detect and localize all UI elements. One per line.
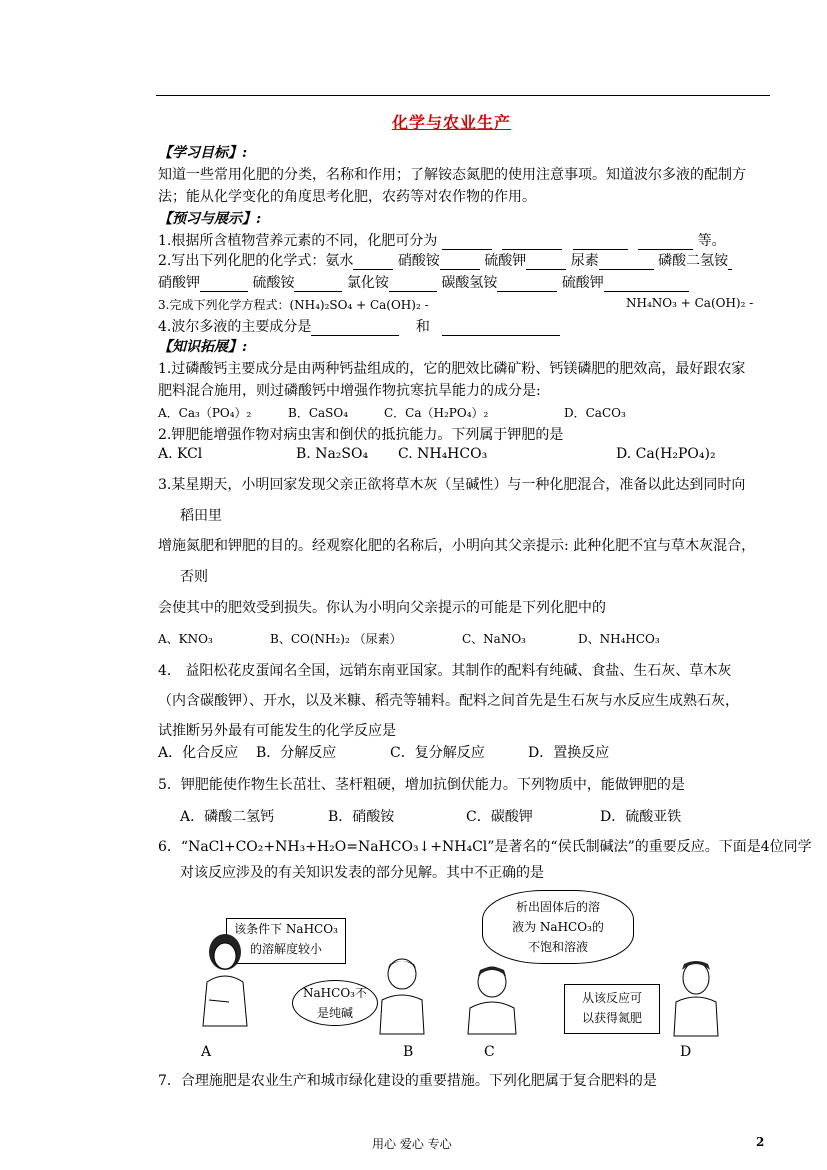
q6-line2: 对该反应涉及的有关知识发表的部分见解。其中不正确的是 xyxy=(180,865,544,881)
page-number: 2 xyxy=(756,1135,765,1149)
fertilizer-name: 硫酸钾 xyxy=(561,275,604,291)
bubble-d-line2: 以获得氮肥 xyxy=(581,1011,642,1025)
q5-option-d[interactable]: D．硫酸亚铁 xyxy=(600,809,682,825)
q1-option-c[interactable]: C．Ca（H₂PO₄）₂ xyxy=(384,406,489,420)
q5-option-a[interactable]: A．磷酸二氢钙 xyxy=(180,809,275,825)
fertilizer-name: 氯化铵 xyxy=(346,275,389,291)
q1-line2: 肥料混合施用，则过磷酸钙中增强作物抗寒抗旱能力的成分是: xyxy=(158,383,541,399)
footer-motto: 用心 爱心 专心 xyxy=(372,1137,452,1151)
bubble-b-line1: NaHCO₃不 xyxy=(303,986,367,1000)
speech-bubble-c xyxy=(482,890,634,964)
q3-option-a[interactable]: A、KNO₃ xyxy=(158,632,213,646)
preview-q4 xyxy=(158,316,560,336)
preview-q3-eq2: NH₄NO₃ + Ca(OH)₂ - xyxy=(626,296,754,310)
preview-q1 xyxy=(158,230,726,250)
q1-option-d[interactable]: D．CaCO₃ xyxy=(564,406,626,420)
fertilizer-name: 硝酸钾 xyxy=(158,275,200,291)
q3-line3: 增施氮肥和钾肥的目的。经观察化肥的名称后，小明向其父亲提示: 此种化肥不宜与草木灰混合， xyxy=(158,538,756,554)
q3-option-c[interactable]: C、NaNO₃ xyxy=(462,632,526,646)
answer-blank[interactable] xyxy=(573,235,628,250)
student-d-figure xyxy=(668,958,724,1038)
q2-option-b[interactable]: B. Na₂SO₄ xyxy=(296,446,369,462)
fertilizer-name: 碳酸氢铵 xyxy=(441,275,498,291)
answer-blank[interactable] xyxy=(728,255,732,270)
bubble-a-line2: 的溶解度较小 xyxy=(249,942,322,956)
figure-label-b: B xyxy=(403,1044,414,1060)
answer-blank[interactable] xyxy=(526,255,566,270)
bubble-a-line1: 该条件下 NaHCO₃ xyxy=(234,922,338,936)
q3-line5: 会使其中的肥效受到损失。你认为小明向父亲提示的可能是下列化肥中的 xyxy=(158,600,606,616)
answer-blank[interactable] xyxy=(442,321,560,336)
q4-line2: （内含碳酸钾）、开水，以及米糠、稻壳等辅料。配料之间首先是生石灰与水反应生成熟石灰， xyxy=(158,693,739,709)
answer-blank[interactable] xyxy=(353,255,393,270)
figure-label-a: A xyxy=(201,1044,212,1060)
preview-q4-text: 4.波尔多液的主要成分是 xyxy=(158,319,312,335)
q2-option-a[interactable]: A. KCl xyxy=(158,446,203,462)
q4-line1: 4． 益阳松花皮蛋闻名全国，远销东南亚国家。其制作的配料有纯碱、食盐、生石灰、草木灰 xyxy=(158,663,732,679)
answer-blank[interactable] xyxy=(389,277,437,292)
answer-blank[interactable] xyxy=(440,255,480,270)
preview-q2-line1 xyxy=(158,250,732,270)
answer-blank[interactable] xyxy=(294,277,342,292)
fertilizer-name: 硫酸铵 xyxy=(252,275,295,291)
preview-q4-and: 和 xyxy=(415,319,430,335)
q4-option-a[interactable]: A．化合反应 xyxy=(158,745,239,761)
q2-option-c[interactable]: C. NH₄HCO₃ xyxy=(398,446,488,462)
bubble-d-line1: 从该反应可 xyxy=(581,991,642,1005)
goal-line-1: 知道一些常用化肥的分类，名称和作用；了解铵态氮肥的使用注意事项。知道波尔多液的配制方 xyxy=(158,167,746,183)
figure-label-c: C xyxy=(484,1044,495,1060)
answer-blank[interactable] xyxy=(497,277,557,292)
q3-line1: 3.某星期天，小明回家发现父亲正欲将草木灰（呈碱性）与一种化肥混合，准备以此达到同时向 xyxy=(158,477,746,493)
bubble-c-line2: 液为 NaHCO₃的 xyxy=(512,920,604,934)
fertilizer-name: 尿素 xyxy=(570,253,599,269)
q5-text: 5．钾肥能使作物生长茁壮、茎杆粗硬，增加抗倒伏能力。下列物质中，能做钾肥的是 xyxy=(158,777,685,793)
bubble-c-line1: 析出固体后的溶 xyxy=(515,900,600,914)
q3-line2: 稻田里 xyxy=(180,508,222,524)
q3-option-d[interactable]: D、NH₄HCO₃ xyxy=(578,632,660,646)
q2-text: 2.钾肥能增强作物对病虫害和倒伏的抵抗能力。下列属于钾肥的是 xyxy=(158,427,564,443)
q4-option-d[interactable]: D．置换反应 xyxy=(528,745,610,761)
q4-option-b[interactable]: B．分解反应 xyxy=(256,745,337,761)
q3-option-b[interactable]: B、CO(NH₂)₂ （尿素） xyxy=(270,632,402,646)
q6-line1: 6．“NaCl+CO₂+NH₃+H₂O=NaHCO₃↓+NH₄Cl”是著名的“侯氏制碱法”的重要反应。下面是4位同学 xyxy=(158,839,812,855)
fertilizer-name: 硝酸铵 xyxy=(397,253,440,269)
q7-text: 7．合理施肥是农业生产和城市绿化建设的重要措施。下列化肥属于复合肥料的是 xyxy=(158,1073,657,1089)
q5-option-c[interactable]: C．碳酸钾 xyxy=(466,809,533,825)
fertilizer-name: 磷酸二氢铵 xyxy=(658,253,729,269)
goal-header: 【学习目标】: xyxy=(158,145,248,161)
fertilizer-name: 2.写出下列化肥的化学式：氨水 xyxy=(158,253,354,269)
student-a-figure xyxy=(195,930,255,1030)
speech-bubble-d xyxy=(564,984,660,1034)
answer-blank[interactable] xyxy=(599,255,654,270)
preview-q2-line2 xyxy=(158,272,689,292)
figure-label-d: D xyxy=(680,1044,692,1060)
answer-blank[interactable] xyxy=(442,235,492,250)
goal-line-2: 法；能从化学变化的角度思考化肥，农药等对农作物的作用。 xyxy=(158,189,536,205)
preview-q3: 3.完成下列化学方程式：(NH₄)₂SO₄ + Ca(OH)₂ - xyxy=(158,298,429,312)
answer-blank[interactable] xyxy=(502,235,562,250)
q4-option-c[interactable]: C．复分解反应 xyxy=(390,745,485,761)
preview-q1-text: 1.根据所含植物营养元素的不同，化肥可分为 xyxy=(158,233,438,249)
student-b-figure xyxy=(376,956,432,1036)
answer-blank[interactable] xyxy=(311,321,399,336)
bubble-c-line3: 不饱和溶液 xyxy=(527,940,588,954)
answer-blank[interactable] xyxy=(604,277,689,292)
bubble-b-line2: 是纯碱 xyxy=(316,1006,353,1020)
q1-option-b[interactable]: B．CaSO₄ xyxy=(288,406,349,420)
preview-q1-end: 等。 xyxy=(697,233,726,249)
page-title: 化学与农业生产 xyxy=(392,113,512,132)
answer-blank[interactable] xyxy=(638,235,693,250)
q1-option-a[interactable]: A．Ca₃（PO₄）₂ xyxy=(158,406,252,420)
fertilizer-name: 硫酸钾 xyxy=(484,253,527,269)
speech-bubble-b xyxy=(292,980,378,1026)
extension-header: 【知识拓展】: xyxy=(158,339,248,355)
q2-option-d[interactable]: D. Ca(H₂PO₄)₂ xyxy=(616,446,716,462)
answer-blank[interactable] xyxy=(200,277,248,292)
q1-line1: 1.过磷酸钙主要成分是由两种钙盐组成的，它的肥效比磷矿粉、钙镁磷肥的肥效高，最好跟农家 xyxy=(158,361,746,377)
q4-line3: 试推断另外最有可能发生的化学反应是 xyxy=(158,723,396,739)
student-c-figure xyxy=(464,964,524,1036)
q3-line4: 否则 xyxy=(180,569,208,585)
q5-option-b[interactable]: B．硝酸铵 xyxy=(328,809,395,825)
preview-header: 【预习与展示】: xyxy=(158,211,262,227)
header-rule xyxy=(156,95,770,96)
